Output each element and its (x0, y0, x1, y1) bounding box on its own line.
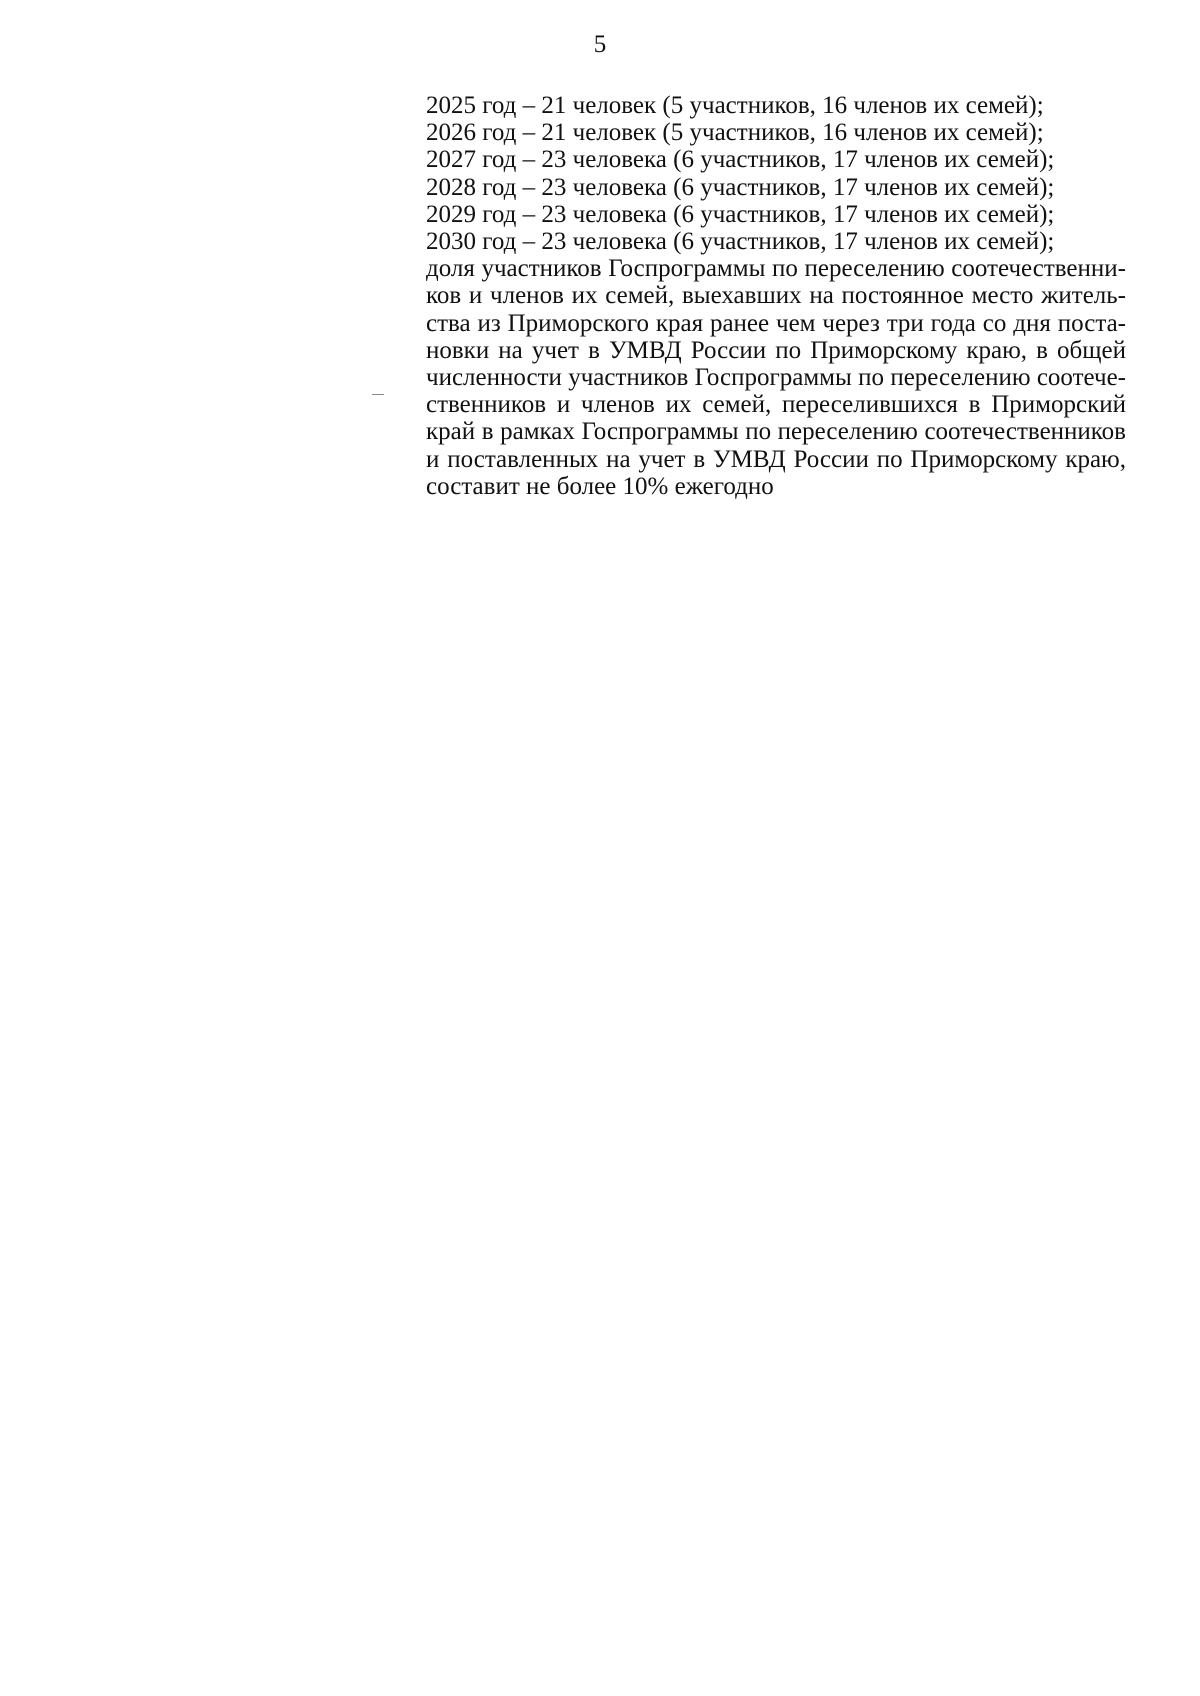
year-line-2027: 2027 год – 23 человека (6 участников, 17 членов их семей); (426, 146, 1055, 174)
year-line-2025: 2025 год – 21 человек (5 участников, 16 членов их семей); (426, 92, 1044, 119)
year-line-2028: 2028 год – 23 человека (6 участников, 17 членов их семей); (426, 173, 1055, 201)
page-number: 5 (593, 31, 607, 58)
scan-artifact-mark (372, 394, 384, 395)
year-line-2029: 2029 год – 23 человека (6 участников, 17 членов их семей); (426, 200, 1055, 228)
indicator-paragraph: доля участников Госпрограммы по переселению соотечественников и членов их семей, выехавших на постоянное место жительства из Приморского края ранее чем через три года со дня постановки на учет в УМВД России по Приморскому краю, в общей численности участников Госпрограммы по переселению соотечественников и членов их семей, переселившихся в Приморский край в рамках Госпрограммы по переселению соотечественников и поставленных на учет в УМВД России по Приморскому краю, составит не более 10% ежегодно (426, 255, 1126, 500)
year-line-2030: 2030 год – 23 человека (6 участников, 17 членов их семей); (426, 228, 1055, 256)
year-line-2026: 2026 год – 21 человек (5 участников, 16 членов их семей); (426, 119, 1044, 147)
document-body (426, 92, 1126, 500)
